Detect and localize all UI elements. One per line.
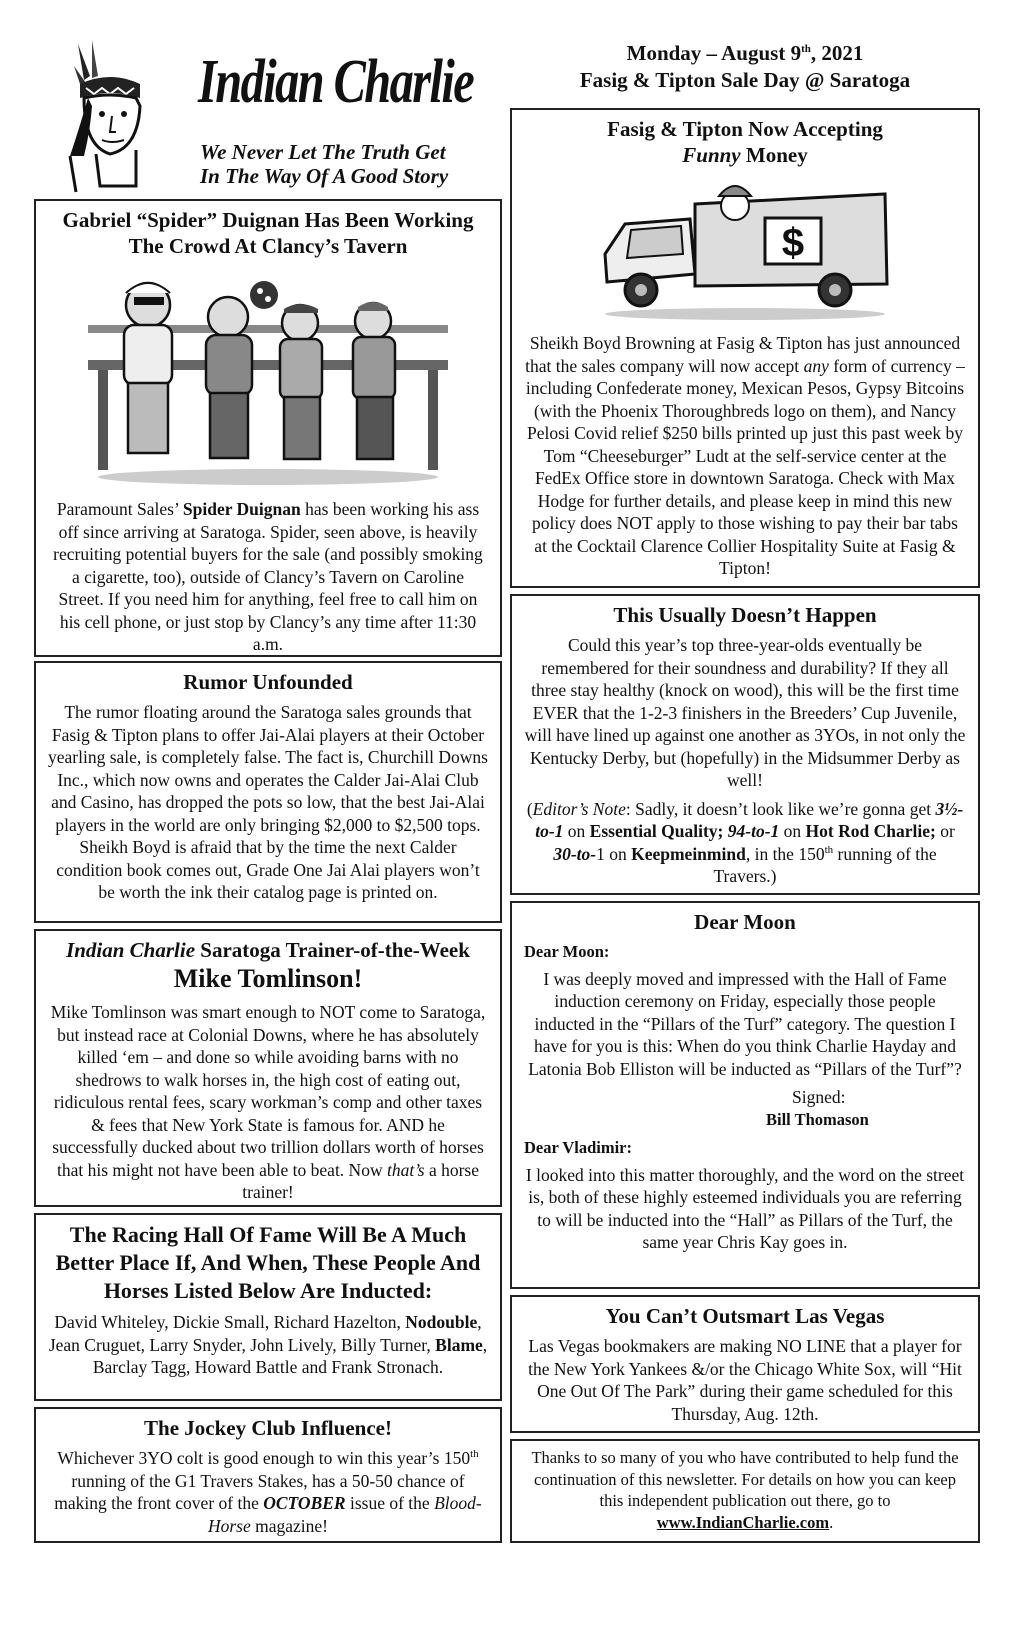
signed-label: Signed: [792,1087,846,1107]
dear-moon-article [510,901,980,1289]
dear-moon-reply: I looked into this matter thoroughly, and the word on the street is, both of these highly esteemed individuals you are referring to will be inducted into the “Hall” as Pillars of the Turf, the same year Chris Kay goes in. [525,1164,965,1252]
indian-head-logo [40,36,190,196]
armored-truck-illustration [595,174,895,324]
usually-body: Could this year’s top three-year-olds eventually be remembered for their soundness and durability? If they all three stay healthy (knock on wood), this will be the first time EVER that the 1-2-3 finishers in the Breeders’ Cup Juvenile, will have lined up against one another as 3YOs, in not only the Kentucky Derby, but (hopefully) in the Midsummer Derby as well! [524,635,966,790]
spider-headline: Gabriel “Spider” Duignan Has Been Working The Crowd At Clancy’s Tavern [62,208,474,258]
jockey-club-article [34,1407,502,1543]
thanks-box [510,1439,980,1543]
dear-moon-salutation: Dear Moon: [524,942,610,961]
spider-body: Paramount Sales’ Spider Duignan has been working his ass off since arriving at Saratoga. Spider, seen above, is heavily recruiting potential buyers for the sale (and possibly smoking a cigarette, too), outside of Clancy’s Tavern on Caroline Street. If you need him for anything, feel free to call him on his cell phone, or just stop by Clancy’s any time after 11:30 a.m. [53,499,483,654]
jockey-club-body: Whichever 3YO colt is good enough to win this year’s 150th running of the G1 Travers Stakes, has a 50-50 chance of making the front cover of the OCTOBER issue of the Blood-Horse magazine! [54,1448,482,1536]
las-vegas-headline: You Can’t Outsmart Las Vegas [605,1304,885,1328]
issue-event: Fasig & Tipton Sale Day @ Saratoga [579,68,911,92]
website-link[interactable]: www.IndianCharlie.com [656,1512,830,1532]
masthead [22,36,502,196]
dear-moon-headline: Dear Moon [694,910,796,934]
signer-name: Bill Thomason [766,1109,869,1129]
rumor-body: The rumor floating around the Saratoga sales grounds that Fasig & Tipton plans to offer Jai-Alai players at their October yearling sale, is completely false. The fact is, Churchill Downs Inc., which now owns and operates the Calder Jai-Alai Club and Casino, has dropped the pots so low, that the best Jai-Alai players in the world are only bringing $2,000 to $2,500 tops. Sheikh Boyd is afraid that by the time the next Calder condition book comes out, Grade One Jai Alai players won’t be worth the ink their catalog page is printed on. [48,702,488,902]
motto-line-2: In The Way Of A Good Story [200,164,449,188]
jockey-club-headline: The Jockey Club Influence! [144,1416,392,1440]
cartoon-men-on-bench-illustration [68,265,468,490]
editors-note: (Editor’s Note: Sadly, it doesn’t look like we’re gonna get 3½-to-1 on Essential Quality; 94-to-1 on Hot Rod Charlie; or 30-to-1 on Keepmeinmind, in the 150th running of the Travers.) [526,798,964,886]
dear-moon-letter: I was deeply moved and impressed with the Hall of Fame induction ceremony on Friday, especially those people inducted in the “Pillars of the Turf” category. The question I have for you is this: When do you think Charlie Hayday and Latonia Bob Elliston will be inducted as “Pillars of the Turf”? [528,968,962,1079]
thanks-body: Thanks to so many of you who have contributed to help fund the continuation of this newsletter. For details on how you can keep this independent publication out there, go to www.IndianCharlie.com. [531,1448,959,1532]
truck-dollar-sign: $ [781,221,805,265]
dear-vladimir-salutation: Dear Vladimir: [524,1138,632,1157]
trainer-of-week-article [34,929,502,1207]
rumor-article [34,661,502,923]
rumor-headline: Rumor Unfounded [183,670,353,694]
issue-date: Monday – August 9th, 2021 [626,41,864,65]
trainer-body: Mike Tomlinson was smart enough to NOT come to Saratoga, but instead race at Colonial Downs, where he has absolutely killed ‘em – and done so while avoiding barns with no shedrows to walk horses in, the high cost of eating out, ridiculous rental fees, scary workman’s comp and other taxes & fees that New York State is famous for. AND he successfully ducked about two trillion dollars worth of horses that his might not have been able to beat. Now that’s a horse trainer! [50,1002,486,1202]
hall-of-fame-headline: The Racing Hall Of Fame Will Be A Much Better Place If, And When, These People And Horses Listed Below Are Inducted: [55,1222,481,1303]
funny-money-body: Sheikh Boyd Browning at Fasig & Tipton has just announced that the sales company will now accept any form of currency – including Confederate money, Mexican Pesos, Gypsy Bitcoins (with the Phoenix Thoroughbreds logo on them), and Nancy Pelosi Covid relief $250 bills printed up just this past week by Tom “Cheeseburger” Ludt at the self-service center at the FedEx Office store in downtown Saratoga. Check with Max Hodge for further details, and please keep in mind this new policy does NOT apply to those wishing to pay their bar tabs at the Cocktail Clarence Collier Hospitality Suite at Fasig & Tipton! [525,333,965,578]
usually-article [510,594,980,895]
las-vegas-article [510,1295,980,1433]
newsletter-title: Indian Charlie [198,48,474,116]
usually-headline: This Usually Doesn’t Happen [613,603,877,627]
hall-of-fame-article [34,1213,502,1401]
motto-line-1: We Never Let The Truth Get [200,140,446,164]
trainer-headline: Indian Charlie Saratoga Trainer-of-the-Week [66,938,470,962]
newsletter-motto [200,140,448,188]
trainer-name: Mike Tomlinson! [173,964,363,993]
date-header [510,40,980,94]
spider-article [34,199,502,657]
funny-money-article [510,108,980,588]
las-vegas-body: Las Vegas bookmakers are making NO LINE that a player for the New York Yankees &/or the Chicago White Sox, will “Hit One Out Of The Park” during their game scheduled for this Thursday, Aug. 12th. [528,1336,962,1424]
funny-money-headline: Fasig & Tipton Now Accepting Funny Money [607,117,883,167]
hall-of-fame-list: David Whiteley, Dickie Small, Richard Hazelton, Nodouble, Jean Cruguet, Larry Snyder, John Lively, Billy Turner, Blame, Barclay Tagg, Howard Battle and Frank Stronach. [48,1312,488,1377]
